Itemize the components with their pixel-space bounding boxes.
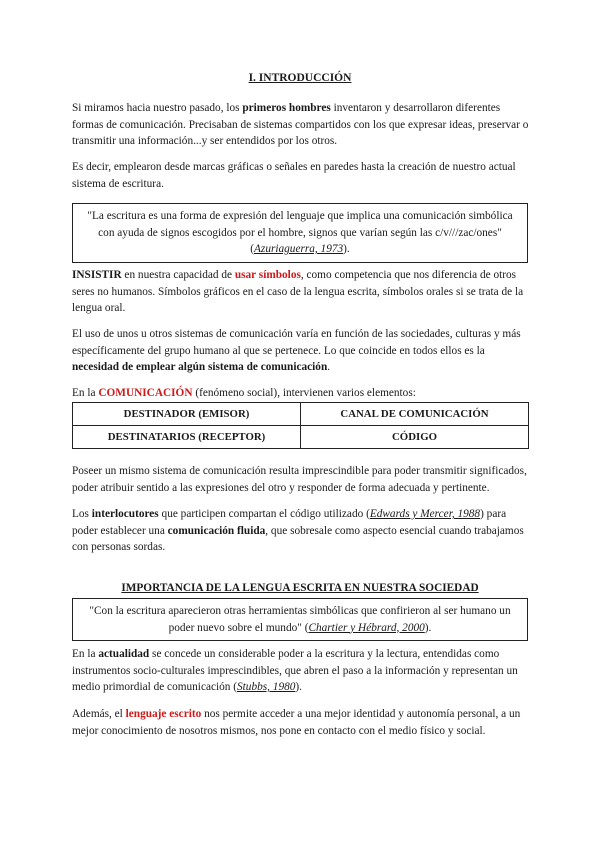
quote-end: ). (343, 243, 350, 255)
text-run: Los (72, 508, 92, 520)
highlight-term: lenguaje escrito (125, 708, 202, 720)
table-row (73, 426, 529, 449)
text-run: Si miramos hacia nuestro pasado, los (72, 102, 243, 114)
text-run: El uso de unos u otros sistemas de comunicación varía en función de las sociedades, culturas y más específicamente del grupo humano al que se pertenece. Lo que coincide en todos ellos es la (72, 328, 521, 357)
text-run: nos permite acceder a una mejor identidad y autonomía personal, a un mejor conocimiento de nosotros mismos, nos pone en contacto con el medio físico y social. (72, 708, 521, 737)
bold-term: necesidad de emplear algún sistema de comunicación (72, 361, 328, 373)
citation: Stubbs, 1980 (237, 681, 296, 693)
quote-text: "La escritura es una forma de expresión del lenguaje que implica una comunicación simbólica con ayuda de signos escogidos por el hombre, signos que varían según las c/v///zac/ones" ( (87, 210, 513, 255)
text-run: En la (72, 648, 99, 660)
table-row (73, 403, 529, 426)
bold-term: actualidad (98, 648, 150, 660)
quote-box-escritura (72, 203, 528, 263)
communication-elements-table (72, 402, 529, 449)
paragraph-primeros-hombres (72, 100, 530, 150)
citation: Azuriaguerra, 1973 (254, 243, 344, 255)
paragraph-marcas-graficas: Es decir, emplearon desde marcas gráficas o señales en paredes hasta la creación de nuestro actual sistema de escritura. (72, 161, 516, 190)
text-run: , que sobresale como aspecto esencial cuando trabajamos con personas sordas. (72, 524, 524, 553)
text-run: (fenómeno social), intervienen varios elementos: (192, 387, 416, 399)
paragraph-uso-sistemas (72, 326, 530, 376)
highlight-term: COMUNICACIÓN (98, 387, 193, 399)
paragraph-insistir (72, 267, 530, 317)
table-cell: CÓDIGO (301, 426, 529, 449)
quote-text: "Con la escritura aparecieron otras herramientas simbólicas que confirieron al ser humano un poder nuevo sobre el mundo" ( (89, 605, 511, 634)
bold-term: INSISTIR (72, 269, 122, 281)
quote-box-escritura-herramientas (72, 598, 528, 641)
table-cell: CANAL DE COMUNICACIÓN (301, 403, 529, 426)
paragraph-lenguaje-escrito (72, 706, 530, 739)
text-run: ). (295, 681, 302, 693)
text-run: que participen compartan el código utilizado ( (158, 508, 370, 520)
text-run: Además, el (72, 708, 126, 720)
text-run: en nuestra capacidad de (121, 269, 235, 281)
quote-end: ). (424, 621, 432, 634)
text-run: ) para poder establecer una (72, 508, 507, 537)
bold-term: interlocutores (91, 508, 159, 520)
table-cell: DESTINADOR (EMISOR) (73, 403, 301, 426)
text-run: En la (72, 387, 99, 399)
bold-term: comunicación fluida (167, 524, 266, 537)
text-run: . (327, 361, 331, 373)
highlight-term: usar símbolos (234, 269, 301, 281)
citation: Edwards y Mercer, 1988 (369, 508, 481, 520)
table-cell: DESTINATARIOS (RECEPTOR) (73, 426, 301, 449)
bold-term: primeros hombres (242, 102, 331, 114)
citation: Chartier y Hébrard, 2000 (308, 621, 425, 634)
paragraph-comunicacion-elementos (72, 385, 530, 402)
paragraph-actualidad (72, 646, 530, 696)
section-heading-importancia: IMPORTANCIA DE LA LENGUA ESCRITA EN NUESTRA SOCIEDAD (121, 582, 479, 594)
section-heading-introduccion: I. INTRODUCCIÓN (248, 72, 352, 84)
text-run: se concede un considerable poder a la escritura y la lectura, entendidas como instrumentos socio-culturales imprescindibles, que abren el paso a la información y representan un medio primordial de comunicación ( (72, 648, 518, 693)
text-run: inventaron y desarrollaron diferentes formas de comunicación. Precisaban de sistemas compartidos con los que expresar ideas, preservar o transmitir una información...y ser entendidos por los otros. (72, 102, 529, 147)
paragraph-mismo-sistema: Poseer un mismo sistema de comunicación resulta imprescindible para poder transmitir significados, poder atribuir sentido a las expresiones del otro y responder de forma adecuada y pertinente. (72, 465, 527, 494)
paragraph-interlocutores (72, 506, 530, 556)
text-run: , como competencia que nos diferencia de otros seres no humanos. Símbolos gráficos en el caso de la lengua escrita, símbolos orales si se trata de la lengua oral. (72, 269, 524, 314)
